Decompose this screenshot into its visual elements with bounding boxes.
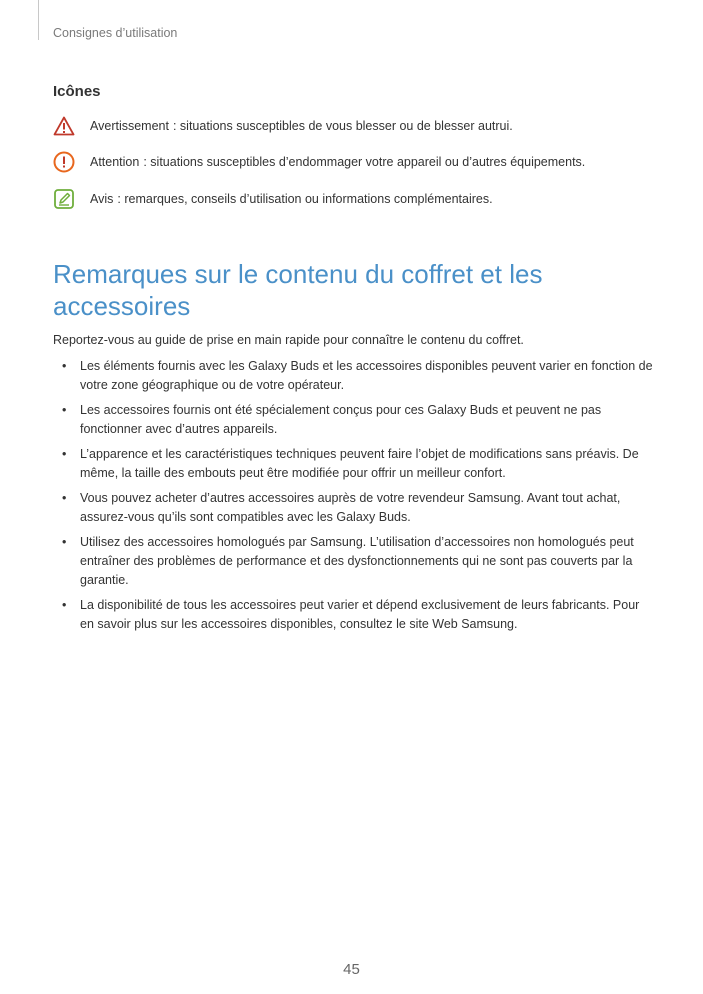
bullet-icon: • xyxy=(62,598,67,612)
list-item-text: Les accessoires fournis ont été spécialement conçus pour ces Galaxy Buds et peuvent ne pas fonctionner avec d’autres appareils. xyxy=(80,403,602,436)
section-heading-line1: Remarques sur le contenu du coffret et les xyxy=(53,259,543,289)
bullet-icon: • xyxy=(62,535,67,549)
warning-row xyxy=(53,115,513,137)
header-rule xyxy=(38,0,39,40)
notes-list xyxy=(53,357,653,640)
note-pencil-icon xyxy=(53,188,75,210)
list-item-text: Les éléments fournis avec les Galaxy Buds et les accessoires disponibles peuvent varier en fonction de votre zone géographique ou de votre opérateur. xyxy=(80,359,653,392)
caution-row xyxy=(53,151,585,173)
list-item xyxy=(53,533,653,590)
page-header: Consignes d’utilisation xyxy=(53,26,178,40)
list-item xyxy=(53,357,653,395)
caution-text: : situations susceptibles d’endommager votre appareil ou d’autres équipements. xyxy=(143,155,586,169)
caution-circle-icon xyxy=(53,151,75,173)
bullet-icon: • xyxy=(62,447,67,461)
warning-term: Avertissement xyxy=(90,119,169,133)
note-term: Avis xyxy=(90,192,114,206)
list-item-text: La disponibilité de tous les accessoires peut varier et dépend exclusivement de leurs fabricants. Pour en savoir plus sur les accessoires disponibles, consultez le site Web Samsung. xyxy=(80,598,640,631)
icons-section-title: Icônes xyxy=(53,83,101,100)
list-item xyxy=(53,489,653,527)
page-number: 45 xyxy=(343,961,360,978)
list-item-text: Vous pouvez acheter d’autres accessoires auprès de votre revendeur Samsung. Avant tout achat, assurez-vous qu’ils sont compatibles avec les Galaxy Buds. xyxy=(80,491,621,524)
warning-text: : situations susceptibles de vous blesser ou de blesser autrui. xyxy=(172,119,513,133)
list-item-text: L’apparence et les caractéristiques techniques peuvent faire l’objet de modifications sans préavis. De même, la taille des embouts peut être modifiée pour offrir un meilleur confort. xyxy=(80,447,639,480)
note-row xyxy=(53,188,493,210)
caution-term: Attention xyxy=(90,155,140,169)
list-item xyxy=(53,401,653,439)
list-item-text: Utilisez des accessoires homologués par Samsung. L’utilisation d’accessoires non homologués peut entraîner des problèmes de performance et des dysfonctionnements qui ne sont pas couverts par la garantie. xyxy=(80,535,634,587)
intro-paragraph: Reportez-vous au guide de prise en main rapide pour connaître le contenu du coffret. xyxy=(53,333,524,347)
note-text: : remarques, conseils d’utilisation ou informations complémentaires. xyxy=(117,192,493,206)
section-heading-line2: accessoires xyxy=(53,291,191,321)
bullet-icon: • xyxy=(62,359,67,373)
list-item xyxy=(53,596,653,634)
bullet-icon: • xyxy=(62,403,67,417)
bullet-icon: • xyxy=(62,491,67,505)
list-item xyxy=(53,445,653,483)
section-heading xyxy=(53,258,653,322)
warning-triangle-icon xyxy=(53,115,75,137)
